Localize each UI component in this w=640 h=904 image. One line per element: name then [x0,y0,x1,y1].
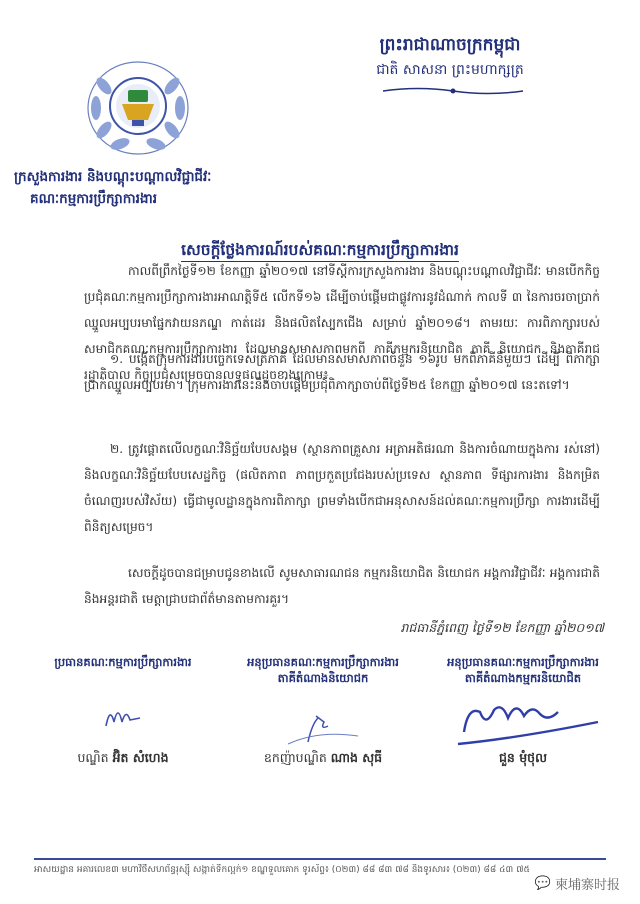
signature-block-chair [28,654,218,765]
watermark: 💬 柬埔寨时报 [534,876,620,893]
signatory-name: ឧកញ៉ាបណ្ឌិត ណាង សុធី [263,750,383,765]
handwritten-signature-icon [228,704,418,748]
document-title: សេចក្តីថ្លែងការណ៍របស់គណៈកម្មការប្រឹក្សាការងារ [181,241,459,259]
council-logo [82,56,194,160]
paragraph-point-2: ២. ត្រូវផ្តោតលើលក្ខណៈវិនិច្ឆ័យបែបសង្គម (ស្ថានភាពគ្រួសារ អត្រាអតិផរណា និងការចំណាយក្នុងការ រស់នៅ) និងលក្ខណៈវិនិច្ឆ័យបែបសេដ្ឋកិច្ច (ផលិតភាព ភាពប្រកួតប្រជែងរបស់ប្រទេស ស្ថានភាព ទីផ្សារការងារ និងកម្រិតចំណេញរបស់វិស័យ) ធ្វើជាមូលដ្ឋានក្នុងការពិភាក្សា ព្រមទាំងបើកជាអនុសាសន៍ដល់គណៈកម្មការប្រឹក្សា ការងារដើម្បីពិនិត្យសម្រេច។ [84,442,600,534]
signature-block-vice-employer [228,654,418,765]
footer-address: អាសយដ្ឋាន អគារលេខ៣ មហាវិថីសហព័ន្ធរុស្ស៊ី សង្កាត់ទឹកល្អក់១ ខណ្ឌទួលគោក ទូរស័ព្ទ៖ (០២៣) ៨៨ ៨៣ ៧៨ និងទូរសារ៖ (០២៣) ៨៨ ៤៣ ៧៥ [34,865,530,875]
handwritten-signature-icon [28,700,218,736]
signatory-name: បណ្ឌិត អ៊ិត សំហេង [77,750,169,765]
footer-divider [34,858,606,860]
nation-motto: ជាតិ សាសនា ព្រះមហាក្សត្រ [376,62,524,78]
signatory-role: អនុប្រធានគណៈកម្មការប្រឹក្សាការងារ [447,655,599,669]
handwritten-signature-icon [428,692,618,752]
kingdom-heading: ព្រះរាជាណាចក្រកម្ពុជា [379,35,521,55]
council-name: គណៈកម្មការប្រឹក្សាការងារ [30,191,157,207]
ministry-name: ក្រសួងការងារ និងបណ្តុះបណ្តាលវិជ្ជាជីវៈ [14,169,212,185]
date-line: រាជធានីភ្នំពេញ ថ្ងៃទី១២ ខែកញ្ញា ឆ្នាំ២០១៧ [400,620,604,635]
chat-bubble-icon: 💬 [534,876,551,891]
paragraph-point-1: ១. បង្កើតក្រុមការងារបច្ចេកទេសត្រីភាគី ដែលមានសមាសភាពចំនួន ១៦រូប មកពីភាគីនីមួយៗ ដើម្បី ពិភាក្សាប្រាក់ឈ្នួលអប្បបរមា។ ក្រុមការងារនេះនឹងចាប់ផ្តើមប្រជុំពិភាក្សាចាប់ពីថ្ងៃទី២៥ ខែកញ្ញា ឆ្នាំ២០១៧ នេះតទៅ។ [84,352,600,392]
signatory-role: ប្រធានគណៈកម្មការប្រឹក្សាការងារ [54,655,192,669]
divider-ornament-icon [378,86,528,96]
signature-block-vice-worker [428,654,618,765]
signatory-role: អនុប្រធានគណៈកម្មការប្រឹក្សាការងារ [247,655,399,669]
paragraph-closing: សេចក្តីដូចបានជម្រាបជូនខាងលើ សូមសាធារណជន កម្មករនិយោជិត និយោជក អង្គការវិជ្ជាជីវៈ អង្គការជាតិ និងអន្តរជាតិ មេត្តាជ្រាបជាព័ត៌មានតាមការគួរ។ [84,566,600,606]
signatory-constituency: តាគីតំណាងកម្មករនិយោជិត [464,671,582,685]
signatory-constituency: តាគីតំណាងនិយោជក [277,671,369,685]
signatory-name: ជួន មុំថុល [499,750,547,765]
paragraph-intro: កាលពីព្រឹកថ្ងៃទី១២ ខែកញ្ញា ឆ្នាំ២០១៧ នៅទីស្តីការក្រសួងការងារ និងបណ្តុះបណ្តាលវិជ្ជាជីវៈ មានបើកកិច្ចប្រជុំគណៈកម្មការប្រឹក្សាការងារអាណត្តិទី៥ លើកទី១៦ ដើម្បីចាប់ផ្តើមជាផ្លូវការនូវដំណាក់ កាលទី ៣ នៃការចរចាប្រាក់ឈ្នួលអប្បបរមាផ្នែកវាយនភណ្ឌ កាត់ដេរ និងផលិតស្បែកជើង សម្រាប់ ឆ្នាំ២០១៨។ តាមរយៈ ការពិភាក្សារបស់សមាជិកគណៈកម្មការប្រឹក្សាការងារ ដែលមានសមាសភាពមកពី ភាគីកម្មករនិយោជិត ភាគី និយោជក និងភាគីរាជរដ្ឋាភិបាល កិច្ចប្រជុំសម្រេចបានលទ្ធផលដូចខាងក្រោម៖ [84,264,600,382]
